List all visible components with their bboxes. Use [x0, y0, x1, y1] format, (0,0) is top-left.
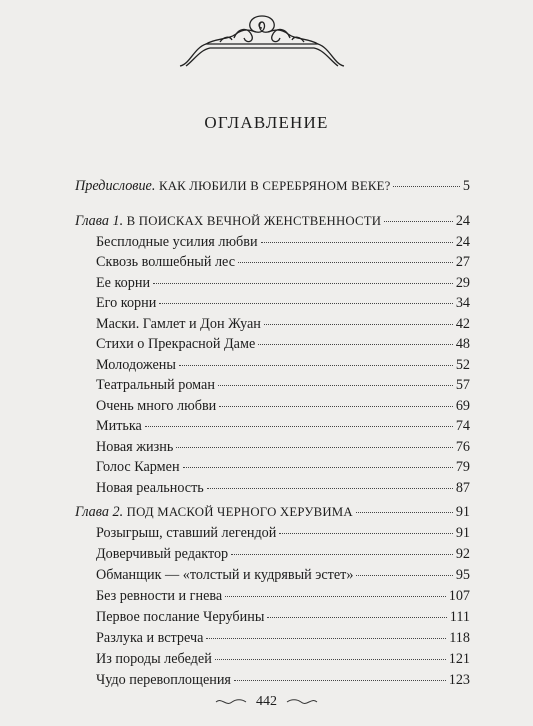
- dot-leader: [218, 385, 453, 386]
- toc-entry[interactable]: [96, 649, 470, 669]
- flourish-icon: [285, 697, 319, 707]
- page-number: 76: [455, 439, 470, 455]
- toc-entry[interactable]: [96, 252, 470, 272]
- flourish-icon: [214, 697, 248, 707]
- entry-title: Митька: [96, 418, 142, 434]
- toc-entry[interactable]: [96, 437, 470, 457]
- page-number: 95: [455, 567, 470, 583]
- page-number: 24: [455, 234, 470, 250]
- entry-title: Бесплодные усилия любви: [96, 234, 258, 250]
- dot-leader: [231, 554, 453, 555]
- toc-entry[interactable]: [96, 334, 470, 354]
- page-number: 48: [455, 336, 470, 352]
- ornament-icon: [176, 8, 348, 68]
- page-number: 29: [455, 275, 470, 291]
- page-title: ОГЛАВЛЕНИЕ: [204, 113, 329, 132]
- dot-leader: [183, 467, 453, 468]
- page-number: 34: [455, 295, 470, 311]
- dot-leader: [393, 186, 459, 187]
- toc-entry[interactable]: [96, 314, 470, 334]
- toc-entry[interactable]: [96, 457, 470, 477]
- toc-entry[interactable]: [96, 478, 470, 498]
- toc-entry[interactable]: [96, 565, 470, 585]
- dot-leader: [176, 447, 453, 448]
- dot-leader: [264, 324, 453, 325]
- dot-leader: [206, 638, 446, 639]
- entry-title: Голос Кармен: [96, 459, 180, 475]
- page-number: 74: [455, 418, 470, 434]
- preface-prefix: Предисловие.: [75, 178, 156, 194]
- toc-entry[interactable]: [96, 355, 470, 375]
- page-number: 27: [455, 254, 470, 270]
- chapter-title: В ПОИСКАХ ВЕЧНОЙ ЖЕНСТВЕННОСТИ: [126, 214, 382, 228]
- chapter-prefix: Глава 1.: [75, 213, 124, 229]
- entry-title: Сквозь волшебный лес: [96, 254, 235, 270]
- page-number: 57: [455, 377, 470, 393]
- dot-leader: [356, 512, 453, 513]
- preface-title: КАК ЛЮБИЛИ В СЕРЕБРЯНОМ ВЕКЕ?: [158, 179, 391, 193]
- dot-leader: [384, 221, 453, 222]
- toc-entry[interactable]: [96, 544, 470, 564]
- entry-title: Первое послание Черубины: [96, 609, 265, 625]
- page-number: 69: [455, 398, 470, 414]
- toc-entry[interactable]: [96, 416, 470, 436]
- entry-title: Новая реальность: [96, 480, 204, 496]
- entry-title: Из породы лебедей: [96, 651, 212, 667]
- dot-leader: [234, 680, 446, 681]
- page-number: 5: [462, 178, 470, 194]
- page-number: 123: [448, 672, 470, 688]
- entry-title: Его корни: [96, 295, 157, 311]
- chapter-title: ПОД МАСКОЙ ЧЕРНОГО ХЕРУВИМА: [126, 505, 353, 519]
- toc-entry[interactable]: [96, 375, 470, 395]
- entry-title: Чудо перевоплощения: [96, 672, 231, 688]
- dot-leader: [225, 596, 446, 597]
- dot-leader: [238, 262, 453, 263]
- entry-title: Разлука и встреча: [96, 630, 204, 646]
- toc-preface[interactable]: [75, 176, 470, 196]
- entry-title: Без ревности и гнева: [96, 588, 223, 604]
- page-number: 118: [449, 630, 470, 646]
- toc-entry[interactable]: [96, 232, 470, 252]
- page-number: 92: [455, 546, 470, 562]
- dot-leader: [219, 406, 453, 407]
- page-number: 79: [455, 459, 470, 475]
- entry-title: Маски. Гамлет и Дон Жуан: [96, 316, 261, 332]
- toc-entry[interactable]: [96, 396, 470, 416]
- page-number: 121: [448, 651, 470, 667]
- dot-leader: [279, 533, 452, 534]
- toc-chapter-2[interactable]: [75, 502, 470, 522]
- page-number: 24: [455, 213, 470, 229]
- dot-leader: [145, 426, 453, 427]
- page-number: 91: [455, 504, 470, 520]
- dot-leader: [215, 659, 446, 660]
- toc-entry[interactable]: [96, 586, 470, 606]
- dot-leader: [356, 575, 452, 576]
- entry-title: Молодожены: [96, 357, 176, 373]
- toc-entry[interactable]: [96, 670, 470, 690]
- entry-title: Розыгрыш, ставший легендой: [96, 525, 277, 541]
- page-footer: [0, 694, 533, 710]
- toc-entry[interactable]: [96, 628, 470, 648]
- toc-entry[interactable]: [96, 293, 470, 313]
- dot-leader: [261, 242, 453, 243]
- page-number: 52: [455, 357, 470, 373]
- page-number: 87: [455, 480, 470, 496]
- toc-chapter-1[interactable]: [75, 211, 470, 231]
- entry-title: Театральный роман: [96, 377, 215, 393]
- page-number: 111: [449, 609, 470, 625]
- dot-leader: [159, 303, 452, 304]
- dot-leader: [267, 617, 446, 618]
- dot-leader: [179, 365, 453, 366]
- page-number: 42: [455, 316, 470, 332]
- folio-number: 442: [256, 694, 277, 709]
- page-number: 107: [448, 588, 470, 604]
- entry-title: Очень много любви: [96, 398, 217, 414]
- toc-entry[interactable]: [96, 523, 470, 543]
- entry-title: Стихи о Прекрасной Даме: [96, 336, 256, 352]
- toc-entry[interactable]: [96, 607, 470, 627]
- entry-title: Новая жизнь: [96, 439, 174, 455]
- dot-leader: [153, 283, 453, 284]
- dot-leader: [207, 488, 453, 489]
- page-number: 91: [455, 525, 470, 541]
- dot-leader: [258, 344, 453, 345]
- entry-title: Обманщик — «толстый и кудрявый эстет»: [96, 567, 354, 583]
- entry-title: Доверчивый редактор: [96, 546, 229, 562]
- toc-entry[interactable]: [96, 273, 470, 293]
- entry-title: Ее корни: [96, 275, 151, 291]
- chapter-prefix: Глава 2.: [75, 504, 124, 520]
